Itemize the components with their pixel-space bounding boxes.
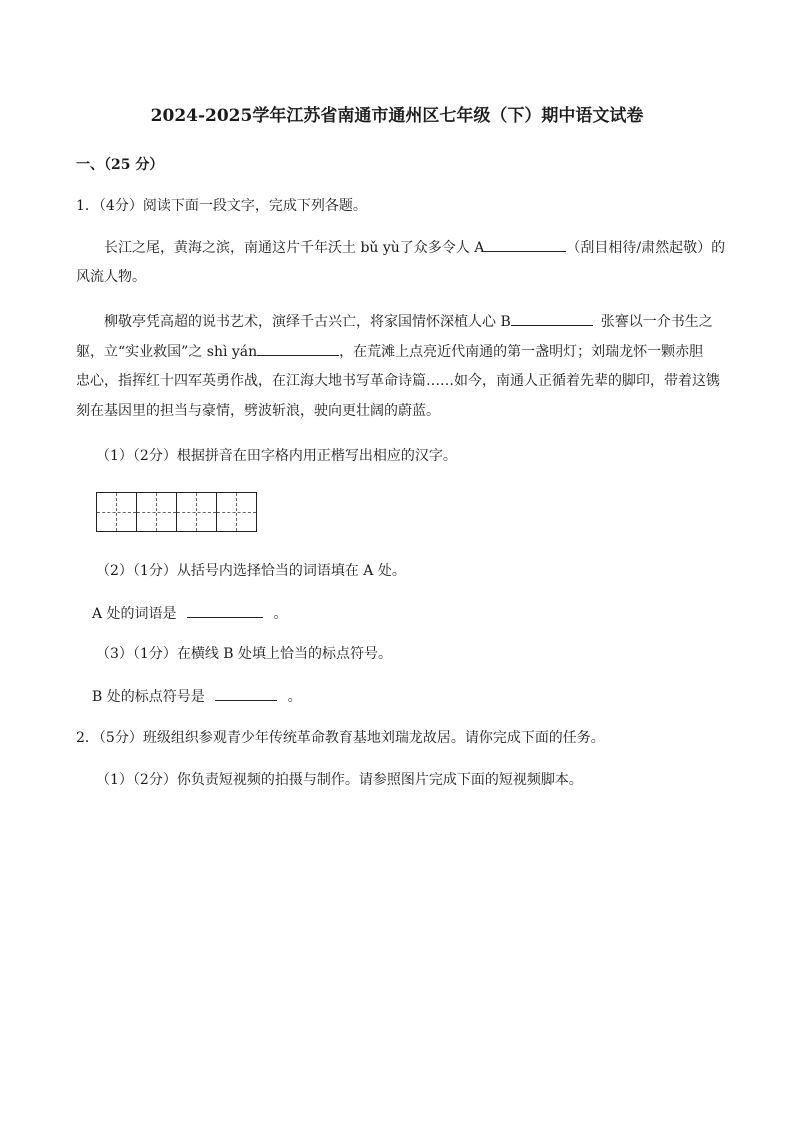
tianzige-cell[interactable] [177,493,217,531]
tianzige-cell[interactable] [137,493,177,531]
page-title: 2024-2025学年江苏省南通市通州区七年级（下）期中语文试卷 [150,106,644,126]
passage-line-4 [76,341,703,362]
answer-end: 。 [287,689,302,705]
sub-question-3: （3）（1分）在横线 B 处填上恰当的标点符号。 [96,646,393,662]
passage-text: 躯，立“实业救国”之 shì yán [76,344,258,360]
answer-end: 。 [273,606,288,622]
question-2-header: 2．（5分）班级组织参观青少年传统革命教育基地刘瑞龙故居。请你完成下面的任务。 [76,730,605,746]
passage-text: 长江之尾，黄海之滨，南通这片千年沃土 bǔ yù了众多令人 A [104,240,485,256]
passage-line-3 [104,311,713,332]
section-heading: 一、（25 分） [76,157,164,173]
blank-pinyin[interactable] [257,341,339,356]
question-1-header: 1．（4分）阅读下面一段文字，完成下列各题。 [76,198,367,214]
answer-blank-a[interactable] [187,603,263,618]
tianzige-cell[interactable] [217,493,256,531]
answer-line-b [92,686,302,707]
tianzige-grid[interactable] [96,492,257,532]
sub-question-2: （2）（1分）从括号内选择恰当的词语填在 A 处。 [96,563,406,579]
passage-line-1 [104,237,725,258]
tianzige-cell[interactable] [97,493,137,531]
passage-line-5: 忠心，指挥红十四军英勇作战，在江海大地书写革命诗篇……如今，南通人正循着先辈的脚印，带着这镌 [76,373,720,389]
sub-question-1: （1）（2分）根据拼音在田字格内用正楷写出相应的汉字。 [96,448,457,464]
answer-line-a [92,603,287,624]
passage-text: （刮目相待/肃然起敬）的 [566,240,726,256]
passage-line-2: 风流人物。 [76,269,146,285]
blank-b[interactable] [511,311,593,326]
blank-a[interactable] [484,237,566,252]
q2-sub-question-1: （1）（2分）你负责短视频的拍摄与制作。请参照图片完成下面的短视频脚本。 [96,772,583,788]
passage-line-6: 刻在基因里的担当与豪情，劈波斩浪，驶向更壮阔的蔚蓝。 [76,403,440,419]
passage-text: 柳敬亭凭高超的说书艺术，演绎千古兴亡，将家国情怀深植人心 B [104,314,511,330]
answer-label: A 处的词语是 [92,606,177,622]
passage-text: ，在荒滩上点亮近代南通的第一盏明灯；刘瑞龙怀一颗赤胆 [339,344,704,360]
answer-blank-b[interactable] [215,686,277,701]
answer-label: B 处的标点符号是 [92,689,205,705]
passage-text: 张謇以一介书生之 [600,314,713,330]
